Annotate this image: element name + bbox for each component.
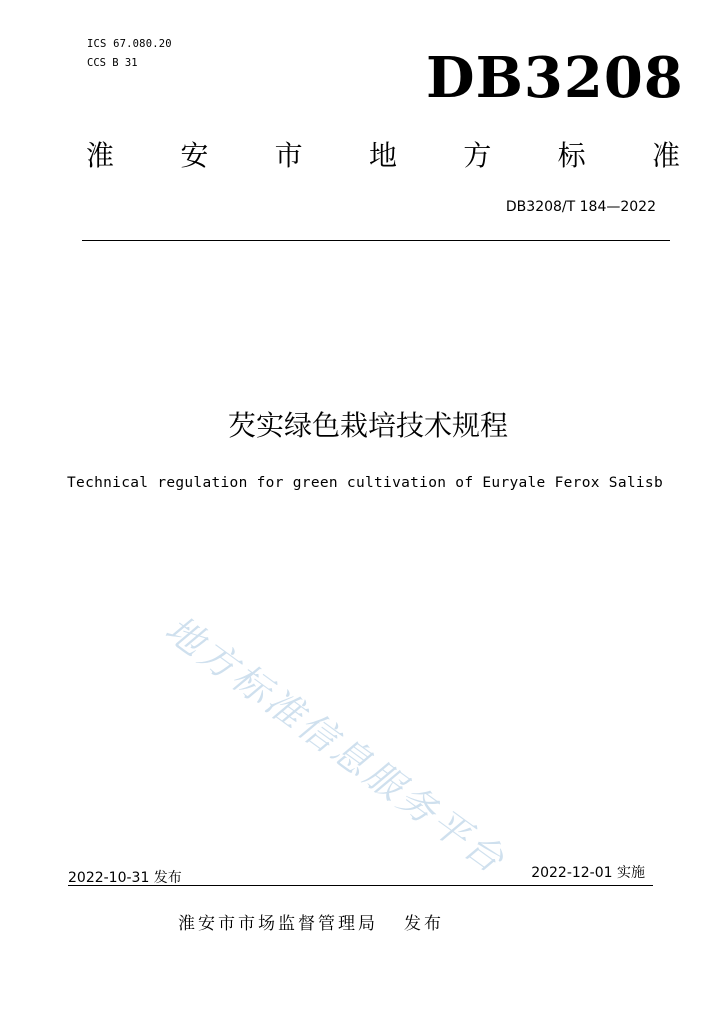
ccs-code: CCS B 31 — [87, 57, 138, 69]
standard-type-char: 标 — [557, 139, 586, 172]
top-divider — [82, 240, 670, 241]
standard-type-char: 市 — [274, 139, 303, 172]
issuer-name: 淮安市市场监督管理局 — [178, 914, 378, 934]
standard-logo: DB3208 — [426, 45, 684, 111]
issuer — [178, 909, 444, 934]
standard-type-char: 准 — [651, 139, 680, 172]
standard-type-char: 地 — [368, 139, 397, 172]
issue-date: 2022-10-31 发布 — [68, 870, 182, 886]
ics-code: ICS 67.080.20 — [87, 38, 172, 50]
bottom-divider — [68, 885, 653, 886]
standard-type-char: 方 — [463, 139, 492, 172]
implementation-date: 2022-12-01 实施 — [531, 865, 645, 881]
watermark: 地方标准信息服务平台 — [157, 607, 515, 884]
standard-type-char: 安 — [180, 139, 209, 172]
title-english: Technical regulation for green cultivation of Euryale Ferox Salisb — [67, 475, 663, 491]
standard-type — [86, 139, 680, 172]
standard-number: DB3208/T 184—2022 — [505, 199, 656, 215]
title-chinese: 芡实绿色栽培技术规程 — [227, 409, 508, 442]
standard-type-char: 淮 — [86, 139, 115, 172]
issuer-action: 发布 — [404, 914, 444, 934]
